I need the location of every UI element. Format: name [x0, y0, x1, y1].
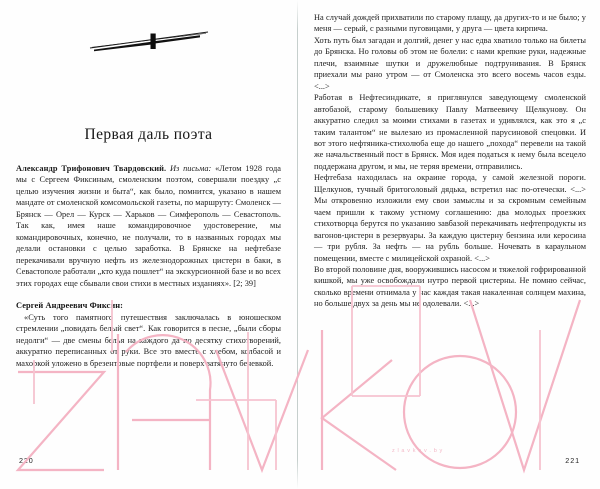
paragraph: Хоть путь был загадан и долгий, денег у нас едва хватило только на билеты до Брянска. Но головы об этом не болели: с нами крепкие руки, надежные плечи, взаимные шутки и дружелюбные подтрунивания. В Брянск приехали мы рано утром — от Смоленска это всего восемь часов езды. <...>	[314, 35, 586, 91]
left-column-text	[16, 163, 281, 369]
paragraph-tvardovsky	[16, 163, 281, 289]
page-number-right: 221	[565, 456, 580, 465]
speaker-heading-fiksin: Сергей Андреевич Фиксин:	[16, 301, 124, 311]
crossed-line-ornament	[84, 22, 214, 60]
paragraph: Нефтебаза находилась на окраине города, у самой железной пороги. Щелкунов, тучный бритоголовый дядька, встретил нас по-отечески. <...> Мы откровенно изложили ему свои замыслы и за скромным семейным чаем пришли к такому устному соглашению: два молодых проезжих стихотворца берутся по указанию завбазой перекачивать нефтепродукты из вагонов-цистерн в резервуары. За каждую цистерну бензина или керосина — три рубля. За нефть — на рубль больше. Ночевать в караульном помещении, вместе с милицейской охраной. <...>	[314, 173, 586, 263]
paragraph: Во второй половине дня, вооружившись насосом и тяжелой гофрированной кишкой, мы уже освобождали нутро первой цистерны. Не помню сейчас, сколько времени отнимала у нас каждая такая накаленная солнцем махина, но больше двух за день мы не одолевали. <...>	[314, 264, 586, 309]
quote-fiksin: «Суть того памятного путешествия заключалась в юношеском стремлении „повидать белый свет“. Как говорится в песне, „были сборы недолги“ — две смены белья на каждого да по десятку стихотворений, аккуратно переписанных от руки. Все это вместе с хлебом, колбасой и махоркой уложено в брезентовые портфели и поверх затянуто бечевкой.	[16, 312, 281, 368]
speaker-source-tvardovsky: Из письма:	[166, 164, 212, 173]
page-right-body	[314, 0, 586, 489]
right-column-text	[314, 12, 586, 310]
page-left	[0, 0, 297, 489]
page-right	[298, 0, 600, 489]
quote-tvardovsky: «Летом 1928 года мы с Сергеем Фиксиным, смоленским поэтом, совершали поездку „с целью изучения жизни и быта“, как было, помнится, указано в нашем мандате от смоленской комсомольской газеты, по маршруту: Смоленск — Брянск — Орел — Курск — Харьков — Симферополь — Севастополь. Так как, имея наше командировочное удостоверение, мы командировочных, конечно, не получали, то в названных городах мы делали остановки с целью заработка. В Брянске на нефтебазе перекачивали вручную нефть из железнодорожных цистерн в баки, в Севастополе работали „кто куда пошлет“ на экскурсионной базе и во всех этих городах еще сбывали свои стихи в местных изданиях». [2; 39]	[16, 164, 281, 288]
speaker-name-tvardovsky: Александр Трифонович Твардовский.	[16, 164, 167, 173]
paragraph: На случай дождей прихватили по старому плащу, да других-то и не было; у меня — серый, с разными пуговицами, у друга — цвета кирпича.	[314, 13, 586, 34]
watermark-tagline: z l a v k o v . b y	[392, 448, 443, 454]
page-left-body	[16, 0, 281, 489]
page-title: Первая даль поэта	[84, 126, 213, 143]
paragraph: Работая в Нефтесиндикате, я приглянулся заведующему смоленской автобазой, старому большевику Павлу Матвеевичу Щелкунову. Он аккуратно следил за моими стихами в газетах и удивлялся, как это я „с таким талантом“ не вылезаю из промасленной парусиновой спецовки. И вот этого нефтяника-стихолюба еще до нашего „похода“ перевели на такой же начальственный пост в Брянск. Моя идея податься к нему была всецело поддержана другом, и мы, не теряя времени, отправились.	[314, 93, 586, 171]
book-spine-line	[297, 0, 298, 489]
page-number-left: 220	[19, 456, 34, 465]
